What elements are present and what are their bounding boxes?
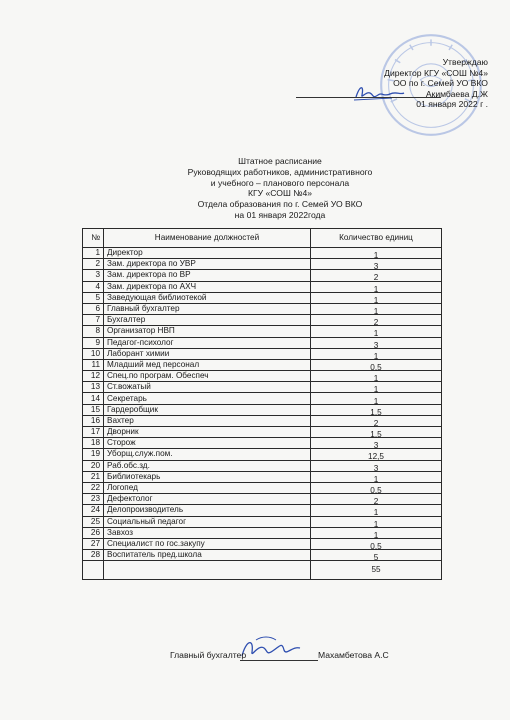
row-position-name: Главный бухгалтер xyxy=(104,303,311,314)
row-number: 14 xyxy=(83,393,104,404)
row-position-name: Зам. директора по АХЧ xyxy=(104,281,311,292)
row-number: 9 xyxy=(83,337,104,348)
row-quantity: 2 xyxy=(311,315,442,326)
row-quantity: 1 xyxy=(311,393,442,404)
table-row xyxy=(83,471,442,482)
row-position-name: Библиотекарь xyxy=(104,471,311,482)
row-number: 24 xyxy=(83,505,104,516)
approval-heading: Утверждаю xyxy=(442,57,488,67)
row-number: 22 xyxy=(83,482,104,493)
row-quantity: 1,5 xyxy=(311,404,442,415)
table-row xyxy=(83,449,442,460)
row-position-name: Заведующая библиотекой xyxy=(104,292,311,303)
table-total-row xyxy=(83,561,442,580)
row-number: 15 xyxy=(83,404,104,415)
table-row xyxy=(83,460,442,471)
row-number: 27 xyxy=(83,538,104,549)
row-quantity: 3 xyxy=(311,337,442,348)
header-quantity: Количество единиц xyxy=(311,229,442,248)
row-quantity: 3 xyxy=(311,259,442,270)
table-row xyxy=(83,292,442,303)
table-row xyxy=(83,494,442,505)
table-row xyxy=(83,427,442,438)
row-quantity: 1,5 xyxy=(311,427,442,438)
row-position-name: Специалист по гос.закупу xyxy=(104,538,311,549)
row-position-name: Младший мед персонал xyxy=(104,359,311,370)
row-position-name: Гардеробщик xyxy=(104,404,311,415)
row-quantity: 1 xyxy=(311,471,442,482)
title-line-4: КГУ «СОШ №4» xyxy=(247,188,313,199)
row-quantity: 2 xyxy=(311,494,442,505)
row-number: 1 xyxy=(83,248,104,259)
table-row xyxy=(83,337,442,348)
row-quantity: 1 xyxy=(311,505,442,516)
title-line-1: Штатное расписание xyxy=(238,156,322,166)
row-number: 23 xyxy=(83,494,104,505)
row-number: 28 xyxy=(83,550,104,561)
row-number: 7 xyxy=(83,315,104,326)
row-position-name: Директор xyxy=(104,248,311,259)
row-position-name: Раб.обс.зд. xyxy=(104,460,311,471)
row-quantity: 0,5 xyxy=(311,359,442,370)
header-position-name: Наименование должностей xyxy=(104,229,311,248)
table-row xyxy=(83,505,442,516)
row-position-name: Уборщ.служ.пом. xyxy=(104,449,311,460)
footer-signature-line xyxy=(240,660,318,661)
row-position-name: Вахтер xyxy=(104,415,311,426)
row-position-name: Сторож xyxy=(104,438,311,449)
row-position-name: Ст.вожатый xyxy=(104,382,311,393)
title-line-2: Руководящих работников, административного xyxy=(187,166,373,177)
row-number: 13 xyxy=(83,382,104,393)
row-quantity: 1 xyxy=(311,371,442,382)
title-line-3: и учебного – планового персонала xyxy=(210,177,350,188)
row-number: 17 xyxy=(83,427,104,438)
row-quantity: 0,5 xyxy=(311,482,442,493)
signature-line xyxy=(296,97,441,98)
row-position-name: Воспитатель пред.школа xyxy=(104,550,311,561)
row-position-name: Зам. директора по УВР xyxy=(104,259,311,270)
row-position-name: Зам. директора по ВР xyxy=(104,270,311,281)
title-line-5: Отдела образования по г. Семей УО ВКО xyxy=(197,199,363,210)
approval-date: 01 января 2022 г . xyxy=(416,99,488,110)
row-position-name: Социальный педагог xyxy=(104,516,311,527)
title-line-6: на 01 января 2022года xyxy=(234,209,326,220)
row-number: 4 xyxy=(83,281,104,292)
row-quantity: 1 xyxy=(311,516,442,527)
table-row xyxy=(83,404,442,415)
approval-name: Акимбаева Д.Ж xyxy=(425,88,488,99)
row-position-name: Бухгалтер xyxy=(104,315,311,326)
row-quantity: 1 xyxy=(311,292,442,303)
row-quantity: 3 xyxy=(311,460,442,471)
row-quantity: 1 xyxy=(311,326,442,337)
total-empty-name xyxy=(104,561,311,580)
row-number: 2 xyxy=(83,259,104,270)
row-quantity: 12,5 xyxy=(311,449,442,460)
row-number: 18 xyxy=(83,438,104,449)
row-number: 8 xyxy=(83,326,104,337)
row-quantity: 0,5 xyxy=(311,538,442,549)
table-row xyxy=(83,415,442,426)
row-position-name: Логопед xyxy=(104,482,311,493)
row-quantity: 2 xyxy=(311,415,442,426)
table-row xyxy=(83,270,442,281)
row-position-name: Дворник xyxy=(104,427,311,438)
table-row xyxy=(83,303,442,314)
approval-position: Директор КГУ «СОШ №4» xyxy=(384,67,488,78)
row-quantity: 1 xyxy=(311,382,442,393)
table-row xyxy=(83,326,442,337)
row-number: 26 xyxy=(83,527,104,538)
row-number: 19 xyxy=(83,449,104,460)
total-quantity: 55 xyxy=(311,561,442,580)
row-number: 16 xyxy=(83,415,104,426)
staff-table xyxy=(82,228,442,580)
row-quantity: 1 xyxy=(311,248,442,259)
row-position-name: Делопроизводитель xyxy=(104,505,311,516)
table-row xyxy=(83,359,442,370)
row-number: 5 xyxy=(83,292,104,303)
approval-org: ОО по г. Семей УО ВКО xyxy=(393,78,488,89)
row-quantity: 2 xyxy=(311,270,442,281)
row-number: 6 xyxy=(83,303,104,314)
table-row xyxy=(83,516,442,527)
row-number: 3 xyxy=(83,270,104,281)
table-row xyxy=(83,248,442,259)
row-position-name: Лаборант химии xyxy=(104,348,311,359)
row-position-name: Дефектолог xyxy=(104,494,311,505)
table-row xyxy=(83,348,442,359)
row-position-name: Завхоз xyxy=(104,527,311,538)
total-empty-number xyxy=(83,561,104,580)
table-row xyxy=(83,259,442,270)
row-position-name: Секретарь xyxy=(104,393,311,404)
row-quantity: 1 xyxy=(311,348,442,359)
header-number: № xyxy=(83,229,104,248)
table-row xyxy=(83,393,442,404)
table-row xyxy=(83,527,442,538)
row-number: 20 xyxy=(83,460,104,471)
approval-sign-row xyxy=(296,89,488,100)
footer-role: Главный бухгалтер xyxy=(170,650,247,660)
row-number: 11 xyxy=(83,359,104,370)
footer-name: Махамбетова А.С xyxy=(318,650,389,660)
row-quantity: 3 xyxy=(311,438,442,449)
row-quantity: 1 xyxy=(311,281,442,292)
table-row xyxy=(83,538,442,549)
row-position-name: Организатор НВП xyxy=(104,326,311,337)
table-row xyxy=(83,482,442,493)
table-row xyxy=(83,382,442,393)
row-position-name: Педагог-психолог xyxy=(104,337,311,348)
row-quantity: 5 xyxy=(311,550,442,561)
document-title xyxy=(150,156,410,221)
row-number: 12 xyxy=(83,371,104,382)
table-row xyxy=(83,550,442,561)
row-number: 25 xyxy=(83,516,104,527)
approval-block xyxy=(296,57,488,110)
table-row xyxy=(83,315,442,326)
row-quantity: 1 xyxy=(311,303,442,314)
row-position-name: Спец.по програм. Обеспеч xyxy=(104,371,311,382)
row-quantity: 1 xyxy=(311,527,442,538)
table-row xyxy=(83,281,442,292)
table-row xyxy=(83,371,442,382)
row-number: 21 xyxy=(83,471,104,482)
table-header-row xyxy=(83,229,442,248)
table-row xyxy=(83,438,442,449)
row-number: 10 xyxy=(83,348,104,359)
